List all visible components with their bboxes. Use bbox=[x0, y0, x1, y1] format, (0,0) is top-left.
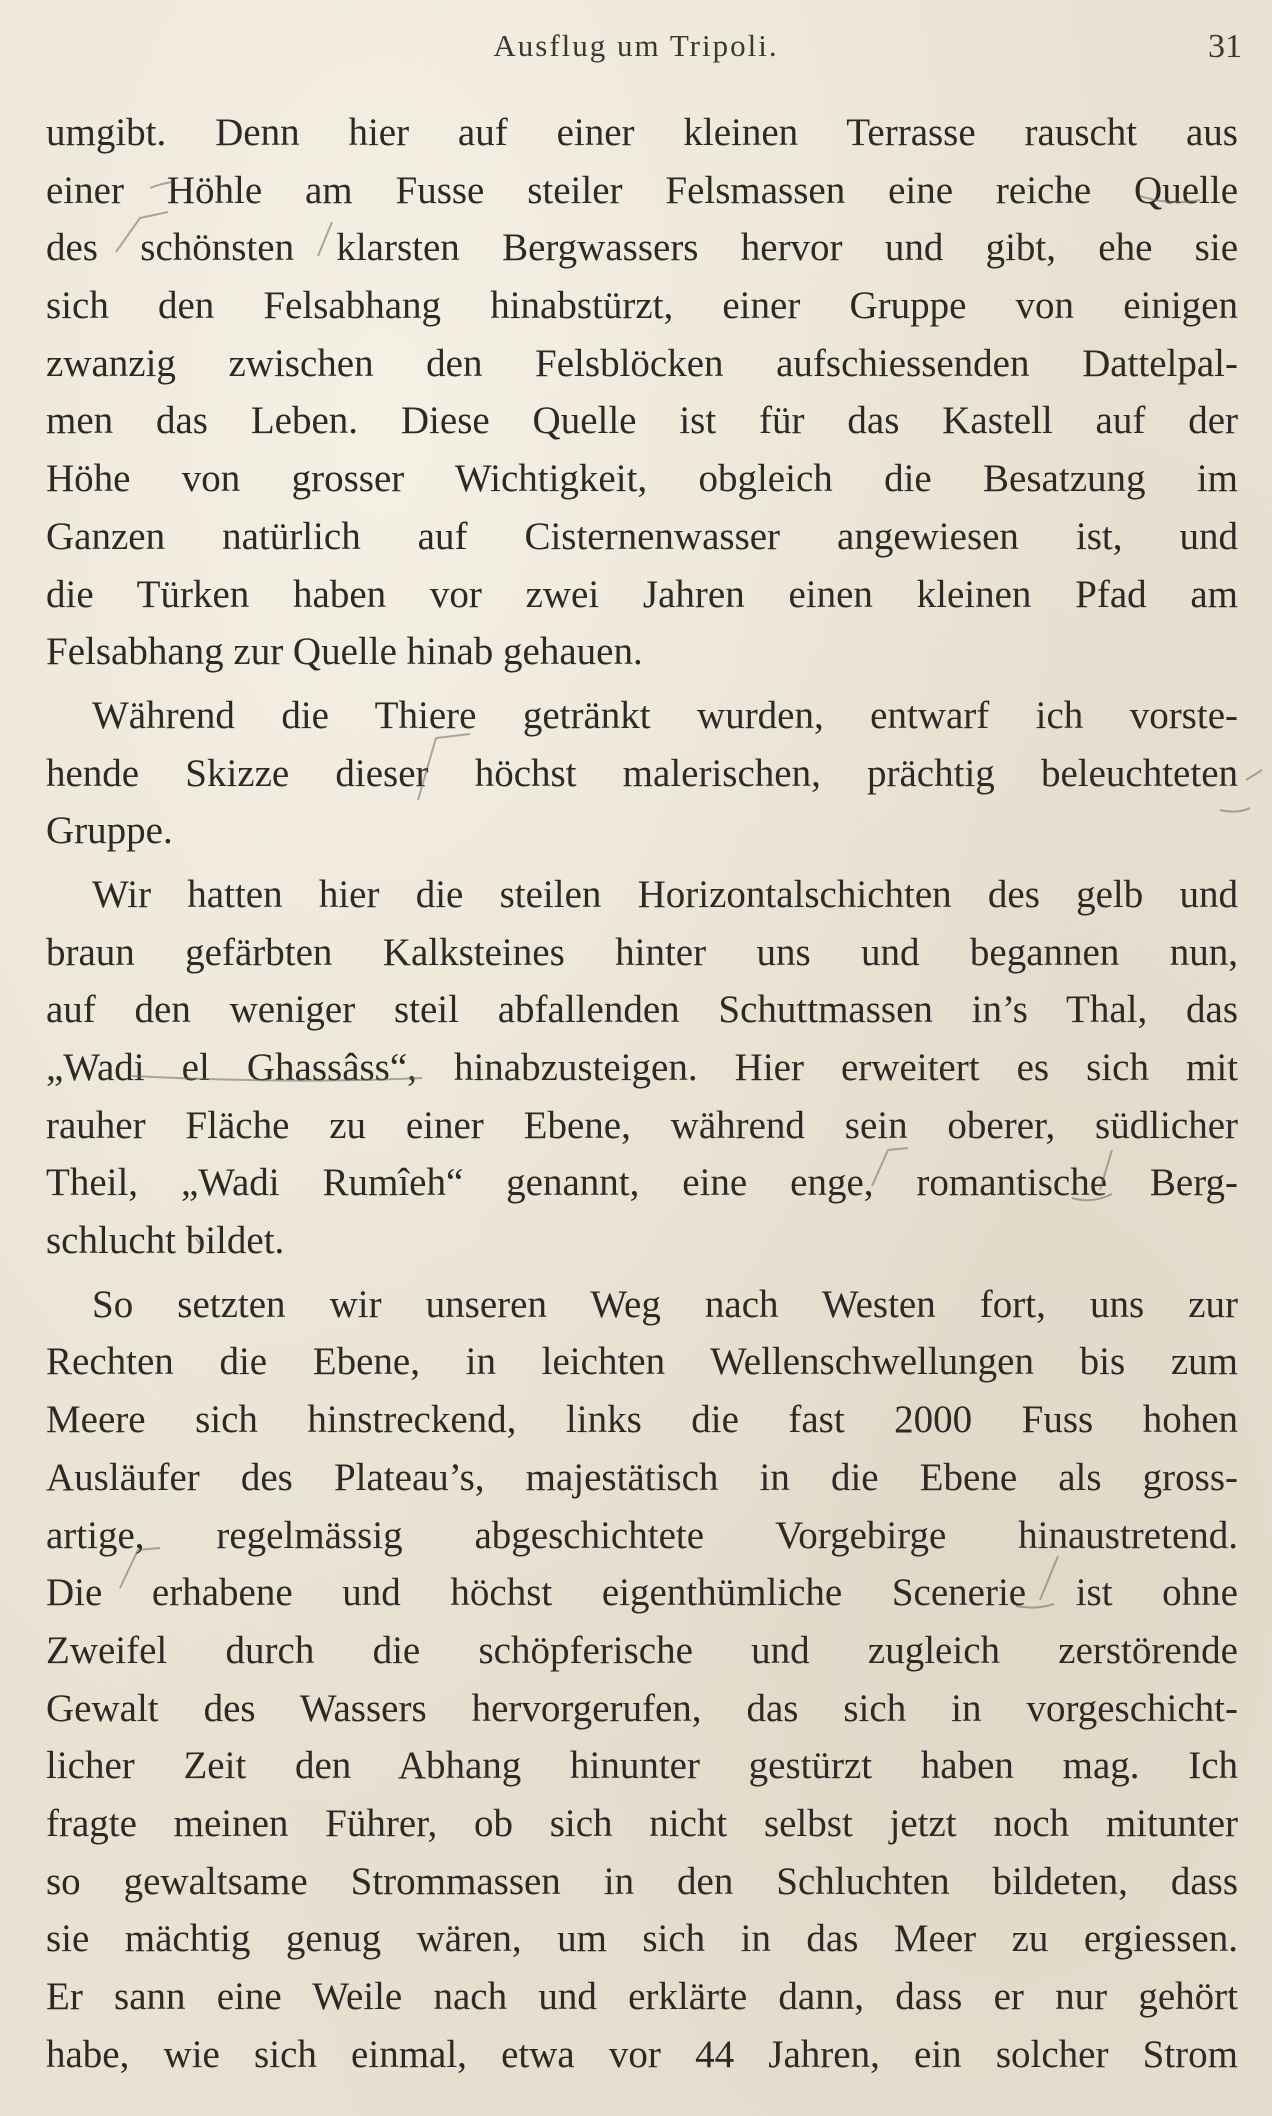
text-line: sich den Felsabhang hinabstürzt, einer Gruppe von einigen bbox=[46, 284, 1238, 328]
text-line: Ausläufer des Plateau’s, majestätisch in die Ebene als gross- bbox=[46, 1455, 1238, 1499]
text-line: Wir hatten hier die steilen Horizontalschichten des gelb und bbox=[92, 872, 1238, 916]
text-line: Während die Thiere getränkt wurden, entwarf ich vorste- bbox=[92, 693, 1238, 737]
text-line: so gewaltsame Strommassen in den Schluchten bildeten, dass bbox=[46, 1859, 1238, 1903]
text-line: sie mächtig genug wären, um sich in das Meer zu ergiessen. bbox=[46, 1917, 1238, 1961]
page-number: 31 bbox=[1208, 28, 1242, 65]
text-line: auf den weniger steil abfallenden Schuttmassen in’s Thal, das bbox=[46, 988, 1238, 1032]
text-line: habe, wie sich einmal, etwa vor 44 Jahren, ein solcher Strom bbox=[46, 2032, 1238, 2076]
paragraph bbox=[46, 104, 1238, 681]
text-line: Theil, „Wadi Rumîeh“ genannt, eine enge, romantische Berg- bbox=[46, 1161, 1238, 1205]
text-line: Ganzen natürlich auf Cisternenwasser angewiesen ist, und bbox=[46, 514, 1238, 558]
text-line: artige, regelmässig abgeschichtete Vorgebirge hinaustretend. bbox=[46, 1513, 1238, 1557]
paragraph bbox=[46, 687, 1238, 860]
text-line: fragte meinen Führer, ob sich nicht selbst jetzt noch mitunter bbox=[46, 1801, 1238, 1845]
body-text bbox=[46, 104, 1238, 2083]
text-line: Gruppe. bbox=[46, 809, 173, 853]
text-line: rauher Fläche zu einer Ebene, während sein oberer, südlicher bbox=[46, 1103, 1238, 1147]
text-line: Gewalt des Wassers hervorgerufen, das sich in vorgeschicht- bbox=[46, 1686, 1238, 1730]
text-line: „Wadi el Ghassâss“, hinabzusteigen. Hier erweitert es sich mit bbox=[46, 1046, 1238, 1089]
text-line: zwanzig zwischen den Felsblöcken aufschiessenden Dattelpal- bbox=[46, 341, 1238, 385]
text-line: einer Höhle am Fusse steiler Felsmassen eine reiche Quelle bbox=[46, 168, 1238, 212]
text-line: Rechten die Ebene, in leichten Wellenschwellungen bis zum bbox=[46, 1340, 1238, 1384]
text-line: licher Zeit den Abhang hinunter gestürzt haben mag. Ich bbox=[46, 1744, 1238, 1788]
text-line: schlucht bildet. bbox=[46, 1219, 285, 1263]
text-line: Er sann eine Weile nach und erklärte dann, dass er nur gehört bbox=[46, 1975, 1238, 2018]
text-line: Meere sich hinstreckend, links die fast 2000 Fuss hohen bbox=[46, 1398, 1238, 1442]
text-line: men das Leben. Diese Quelle ist für das Kastell auf der bbox=[46, 399, 1238, 443]
text-line: Felsabhang zur Quelle hinab gehauen. bbox=[46, 630, 643, 674]
text-line: Höhe von grosser Wichtigkeit, obgleich die Besatzung im bbox=[46, 457, 1238, 501]
text-line: hende Skizze dieser höchst malerischen, prächtig beleuchteten bbox=[46, 751, 1238, 795]
text-line: braun gefärbten Kalksteines hinter uns und begannen nun, bbox=[46, 930, 1238, 974]
text-line: des schönsten klarsten Bergwassers hervor und gibt, ehe sie bbox=[46, 226, 1238, 270]
running-title: Ausflug um Tripoli. bbox=[493, 28, 779, 63]
text-line: Die erhabene und höchst eigenthümliche Scenerie ist ohne bbox=[46, 1571, 1238, 1615]
text-line: Zweifel durch die schöpferische und zugleich zerstörende bbox=[46, 1628, 1238, 1672]
text-line: die Türken haben vor zwei Jahren einen kleinen Pfad am bbox=[46, 572, 1238, 616]
text-line: umgibt. Denn hier auf einer kleinen Terrasse rauscht aus bbox=[46, 111, 1238, 154]
running-header bbox=[0, 28, 1272, 78]
text-line: So setzten wir unseren Weg nach Westen fort, uns zur bbox=[92, 1282, 1238, 1326]
paragraph bbox=[46, 866, 1238, 1270]
paragraph bbox=[46, 1276, 1238, 2084]
